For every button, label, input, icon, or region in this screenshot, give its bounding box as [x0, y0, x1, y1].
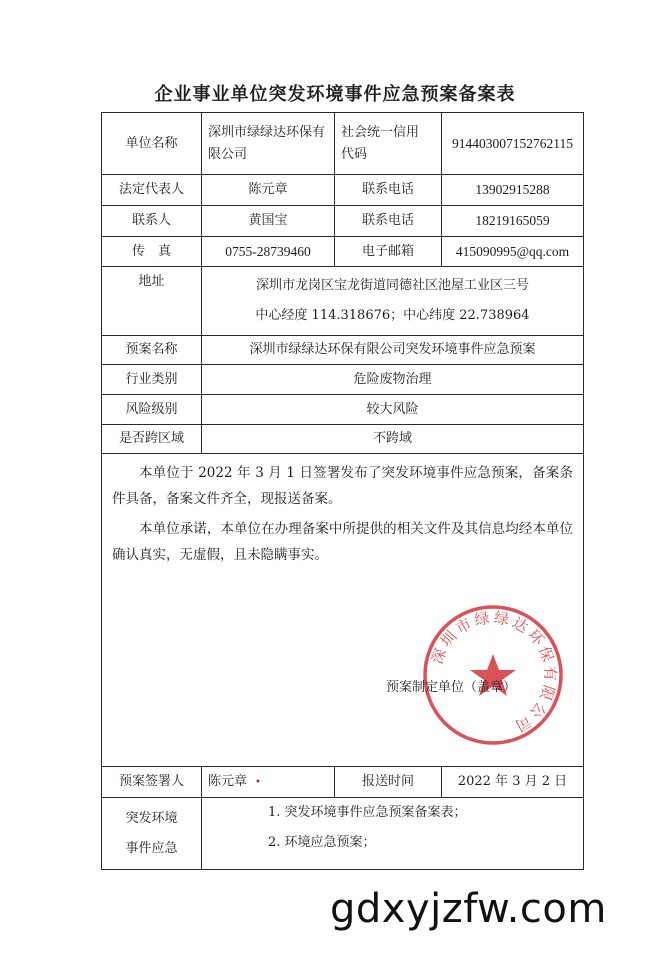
attachments-label-line1: 突发环境	[125, 810, 178, 826]
row-industry	[102, 365, 584, 395]
signer-value: 陈元章	[208, 773, 248, 789]
signer-label: 预案签署人	[102, 767, 202, 798]
attachment-item-2: 2. 环境应急预案；	[268, 835, 376, 850]
email-label: 电子邮箱	[335, 237, 442, 267]
contact-label: 联系人	[102, 206, 202, 237]
report-time-label: 报送时间	[335, 767, 442, 798]
plan-name-label: 预案名称	[102, 336, 202, 365]
form-title: 企业事业单位突发环境事件应急预案备案表	[154, 84, 516, 105]
declaration-paragraph-1: 本单位于 2022 年 3 月 1 日签署发布了突发环境事件应急预案，备案条件具备，备案文件齐全，现报送备案。	[112, 465, 573, 507]
attachments-list	[202, 798, 584, 870]
fax-label: 传 真	[102, 237, 202, 267]
row-unit-name	[102, 113, 584, 175]
row-risk-level	[102, 395, 584, 425]
risk-level-value: 较大风险	[202, 395, 584, 425]
credit-code-label	[335, 113, 442, 175]
contact-value: 黄国宝	[202, 206, 335, 237]
filing-form-table	[101, 112, 584, 870]
row-signer	[102, 767, 584, 798]
attachments-label	[102, 798, 202, 870]
report-time-value: 2022 年 3 月 2 日	[442, 767, 584, 798]
credit-code-value: 914403007152762115	[442, 113, 584, 175]
declaration-paragraph-2: 本单位承诺，本单位在办理备案中所提供的相关文件及其信息均经本单位确认真实，无虚假，且未隐瞒事实。	[112, 521, 573, 563]
attachment-item-1: 1. 突发环境事件应急预案备案表；	[268, 805, 467, 820]
plan-name-value: 深圳市绿绿达环保有限公司突发环境事件应急预案	[202, 336, 584, 365]
address-label: 地址	[102, 267, 202, 336]
signer-value-cell	[202, 767, 335, 798]
row-cross-region	[102, 425, 584, 454]
legal-rep-label: 法定代表人	[102, 175, 202, 206]
red-mark-icon: •	[255, 776, 261, 788]
row-plan-name	[102, 336, 584, 365]
risk-level-label: 风险级别	[102, 395, 202, 425]
email-value: 415090995@qq.com	[442, 237, 584, 267]
row-declaration	[102, 454, 584, 767]
row-attachments	[102, 798, 584, 870]
contact-phone-label: 联系电话	[335, 206, 442, 237]
legal-rep-value: 陈元章	[202, 175, 335, 206]
credit-code-label-line2: 代码	[341, 146, 368, 162]
site-watermark: gdxyjzfw.com	[330, 886, 607, 932]
industry-label: 行业类别	[102, 365, 202, 395]
fax-value: 0755-28739460	[202, 237, 335, 267]
attachments-label-line2: 事件应急	[125, 840, 178, 856]
seal-text: 深圳市绿绿达环保有限公司	[428, 608, 560, 737]
legal-rep-phone: 13902915288	[442, 175, 584, 206]
legal-rep-phone-label: 联系电话	[335, 175, 442, 206]
declaration-block	[102, 454, 583, 766]
row-fax	[102, 237, 584, 267]
unit-name-value	[202, 113, 335, 175]
row-legal-rep	[102, 175, 584, 206]
seal-unit-label: 预案制定单位（盖章）	[386, 680, 517, 695]
industry-value: 危险废物治理	[202, 365, 584, 395]
credit-code-label-line1: 社会统一信用	[341, 124, 420, 140]
unit-name-value-line2: 限公司	[208, 146, 248, 162]
cross-region-value: 不跨域	[202, 425, 584, 454]
row-address	[102, 267, 584, 336]
unit-name-value-line1: 深圳市绿绿达环保有	[208, 124, 326, 140]
address-value	[202, 267, 584, 336]
company-seal-stamp	[420, 602, 566, 748]
unit-name-label: 单位名称	[102, 113, 202, 175]
declaration-cell	[102, 454, 584, 767]
address-coords: 中心经度 114.318676；中心纬度 22.738964	[255, 308, 530, 323]
address-line1: 深圳市龙岗区宝龙街道同德社区池屋工业区三号	[255, 278, 529, 293]
row-contact	[102, 206, 584, 237]
cross-region-label: 是否跨区域	[102, 425, 202, 454]
contact-phone: 18219165059	[442, 206, 584, 237]
